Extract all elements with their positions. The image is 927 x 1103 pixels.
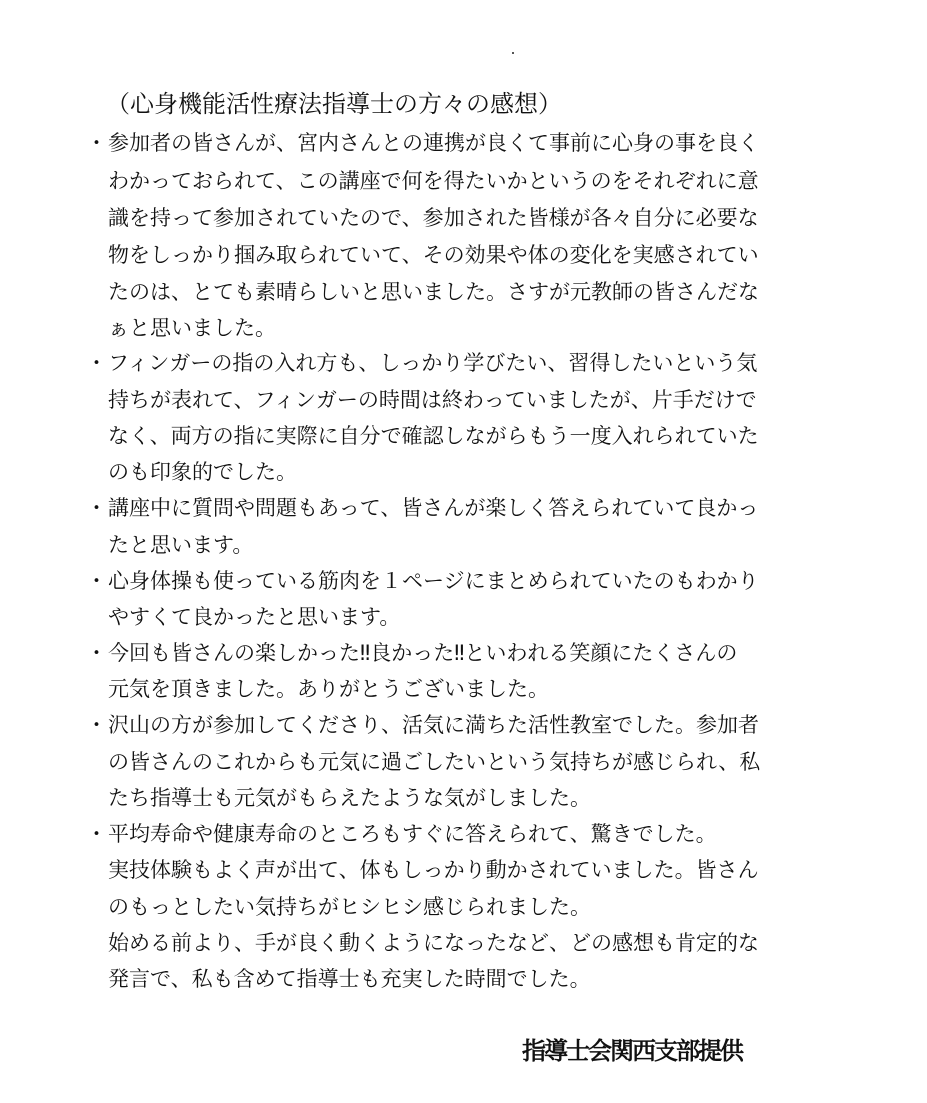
item-2-line-4: のも印象的でした。: [108, 460, 297, 484]
item-7-line-3: のもっとしたい気持ちがヒシヒシ感じられました。: [108, 895, 591, 919]
item-7-line-1: 平均寿命や健康寿命のところもすぐに答えられて、驚きでした。: [108, 822, 717, 846]
item-7-line-2: 実技体験もよく声が出て、体もしっかり動かされていました。皆さん: [108, 858, 759, 882]
item-1-line-2: わかっておられて、この講座で何を得たいかというのをそれぞれに意: [108, 169, 759, 193]
item-1-line-4: 物をしっかり掴み取られていて、その効果や体の変化を実感されてい: [108, 243, 759, 267]
item-1-line-3: 識を持って参加されていたので、参加された皆様が各々自分に必要な: [108, 206, 759, 230]
item-3-line-1: 講座中に質問や問題もあって、皆さんが楽しく答えられていて良かっ: [108, 496, 759, 520]
bullet-mark: ・: [86, 351, 107, 375]
item-1-line-6: ぁと思いました。: [108, 316, 276, 340]
item-7-line-5: 発言で、私も含めて指導士も充実した時間でした。: [108, 967, 591, 991]
credit-line: 指導士会関西支部提供: [522, 1037, 742, 1065]
bullet-mark: ・: [86, 496, 107, 520]
item-3-line-2: たと思います。: [108, 533, 254, 557]
item-6-line-2: の皆さんのこれからも元気に過ごしたいという気持ちが感じられ、私: [108, 750, 761, 774]
bullet-mark: ・: [86, 131, 107, 155]
item-7-line-4: 始める前より、手が良く動くようになったなど、どの感想も肯定的な: [108, 931, 759, 955]
item-6-line-3: たち指導士も元気がもらえたような気がしました。: [108, 786, 591, 810]
page-title: （心身機能活性療法指導士の方々の感想）: [106, 90, 562, 118]
item-1-line-1: 参加者の皆さんが、宮内さんとの連携が良くて事前に心身の事を良く: [108, 131, 759, 155]
item-1-line-5: たのは、とても素晴らしいと思いました。さすが元教師の皆さんだな: [108, 280, 759, 304]
item-4-line-2: やすくて良かったと思います。: [108, 605, 401, 629]
item-5-line-1: 今回も皆さんの楽しかった‼良かった‼といわれる笑顔にたくさんの: [108, 641, 738, 665]
bullet-mark: ・: [86, 569, 107, 593]
bullet-mark: ・: [86, 641, 107, 665]
item-6-line-1: 沢山の方が参加してくださり、活気に満ちた活性教室でした。参加者: [108, 713, 759, 737]
item-5-line-2: 元気を頂きました。ありがとうございました。: [108, 677, 549, 701]
item-2-line-2: 持ちが表れて、フィンガーの時間は終わっていましたが、片手だけで: [108, 388, 757, 412]
bullet-mark: ・: [86, 713, 107, 737]
scan-speck: [512, 52, 514, 54]
item-2-line-1: フィンガーの指の入れ方も、しっかり学びたい、習得したいという気: [108, 351, 758, 375]
bullet-mark: ・: [86, 822, 107, 846]
item-2-line-3: なく、両方の指に実際に自分で確認しながらもう一度入れられていた: [108, 424, 759, 448]
item-4-line-1: 心身体操も使っている筋肉を１ページにまとめられていたのもわかり: [108, 569, 759, 593]
